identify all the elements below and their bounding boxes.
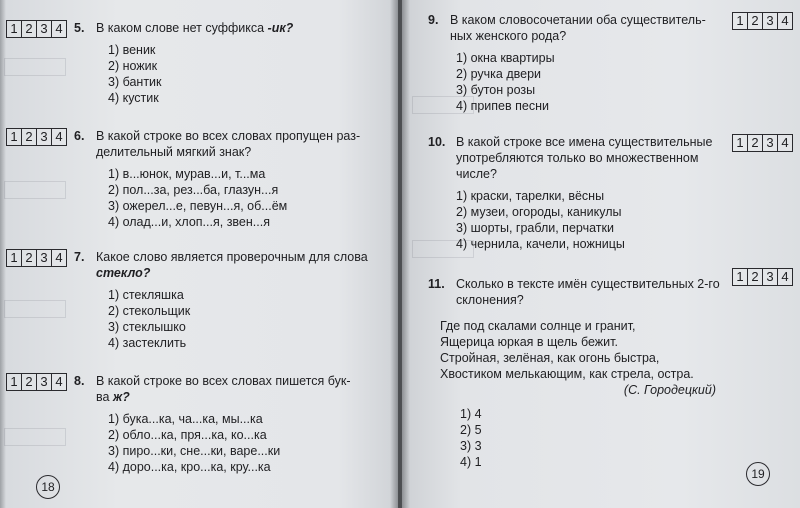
answer-cell-1[interactable]: 1 (6, 249, 22, 267)
option: 4) припев песни (456, 99, 549, 113)
question-11 (428, 276, 728, 308)
poem-excerpt (440, 318, 716, 398)
stem-line: В каком словосочетании оба существитель- (450, 13, 706, 27)
show-through-box (4, 428, 66, 446)
question-stem (456, 134, 728, 182)
poem-line: Где под скалами солнце и гранит, (440, 319, 636, 333)
answer-cell-3[interactable]: 3 (762, 12, 778, 30)
question-number: 10. (428, 135, 446, 149)
stem-keyword: ж? (112, 390, 130, 404)
answer-box-q9[interactable] (732, 12, 793, 30)
option-list (108, 411, 384, 475)
option: 3) бантик (108, 75, 162, 89)
option: 1) бука...ка, ча...ка, мы...ка (108, 412, 263, 426)
poem-author: (С. Городецкий) (623, 383, 716, 397)
answer-cell-3[interactable]: 3 (36, 128, 52, 146)
answer-cell-4[interactable]: 4 (777, 268, 793, 286)
stem-keyword: -ик? (267, 21, 294, 35)
answer-box-q11[interactable] (732, 268, 793, 286)
answer-cell-3[interactable]: 3 (762, 134, 778, 152)
stem-line: ных женского рода? (450, 29, 567, 43)
stem-line: В какой строке все имена существительные (456, 135, 713, 149)
show-through-box (4, 181, 66, 199)
option-list (456, 188, 728, 252)
option: 2) обло...ка, пря...ка, ко...ка (108, 428, 267, 442)
option: 3) 3 (460, 439, 482, 453)
question-stem (96, 373, 384, 405)
poem-line: Ящерица юркая в щель бежит. (440, 335, 618, 349)
question-6 (74, 128, 384, 230)
question-9 (428, 12, 728, 114)
stem-line: употребляются только во множественном (456, 151, 699, 165)
stem-text: В каком слове нет суффикса (96, 21, 268, 35)
show-through-box (4, 58, 66, 76)
question-stem (96, 128, 384, 160)
option: 2) стекольщик (108, 304, 191, 318)
option: 1) 4 (460, 407, 482, 421)
option: 2) 5 (460, 423, 482, 437)
answer-cell-4[interactable]: 4 (51, 373, 67, 391)
left-page (0, 0, 398, 508)
option: 1) стекляшка (108, 288, 184, 302)
answer-cell-2[interactable]: 2 (21, 373, 37, 391)
question-number: 5. (74, 21, 85, 35)
stem-line: В какой строке во всех словах пишется бук- (96, 374, 351, 388)
answer-cell-1[interactable]: 1 (6, 128, 22, 146)
question-number: 8. (74, 374, 85, 388)
option: 4) 1 (460, 455, 482, 469)
answer-cell-4[interactable]: 4 (51, 20, 67, 38)
answer-cell-2[interactable]: 2 (747, 268, 763, 286)
question-5 (74, 20, 384, 106)
option: 4) чернила, качели, ножницы (456, 237, 625, 251)
answer-cell-2[interactable]: 2 (21, 20, 37, 38)
poem-line: Стройная, зелёная, как огонь быстра, (440, 351, 660, 365)
answer-box-q10[interactable] (732, 134, 793, 152)
option: 1) окна квартиры (456, 51, 555, 65)
stem-line: числе? (456, 167, 497, 181)
answer-cell-4[interactable]: 4 (777, 134, 793, 152)
option: 1) краски, тарелки, вёсны (456, 189, 605, 203)
answer-box-q6[interactable] (6, 128, 67, 146)
question-number: 11. (428, 277, 445, 291)
question-stem (456, 276, 728, 308)
option: 3) пиро...ки, сне...ки, варе...ки (108, 444, 281, 458)
answer-cell-2[interactable]: 2 (21, 128, 37, 146)
question-stem (96, 249, 384, 281)
option-list (108, 42, 384, 106)
stem-line: В какой строке во всех словах пропущен раз- (96, 129, 361, 143)
option-list (108, 287, 384, 351)
page-number-right: 19 (746, 462, 770, 486)
stem-line: Сколько в тексте имён существительных 2-го (456, 277, 720, 291)
question-stem (450, 12, 728, 44)
answer-cell-1[interactable]: 1 (732, 268, 748, 286)
option: 2) музеи, огороды, каникулы (456, 205, 622, 219)
question-number: 7. (74, 250, 85, 264)
answer-cell-2[interactable]: 2 (747, 134, 763, 152)
answer-cell-1[interactable]: 1 (732, 134, 748, 152)
option: 1) веник (108, 43, 156, 57)
answer-cell-1[interactable]: 1 (6, 373, 22, 391)
option: 3) стеклышко (108, 320, 186, 334)
option: 2) пол...за, рез...ба, глазун...я (108, 183, 279, 197)
answer-cell-3[interactable]: 3 (36, 373, 52, 391)
answer-cell-4[interactable]: 4 (51, 249, 67, 267)
option: 4) доро...ка, кро...ка, кру...ка (108, 460, 271, 474)
question-number: 9. (428, 13, 439, 27)
option: 2) ножик (108, 59, 158, 73)
answer-cell-3[interactable]: 3 (762, 268, 778, 286)
answer-cell-4[interactable]: 4 (51, 128, 67, 146)
answer-box-q5[interactable] (6, 20, 67, 38)
answer-box-q7[interactable] (6, 249, 67, 267)
show-through-box (4, 300, 66, 318)
page-number-left: 18 (36, 475, 60, 499)
stem-line: Какое слово является проверочным для слова (96, 250, 368, 264)
option: 3) шорты, грабли, перчатки (456, 221, 614, 235)
stem-keyword: стекло? (96, 266, 151, 280)
option: 3) бутон розы (456, 83, 536, 97)
answer-cell-2[interactable]: 2 (21, 249, 37, 267)
option: 3) ожерел...е, певун...я, об...ём (108, 199, 288, 213)
right-page (402, 0, 800, 508)
question-8 (74, 373, 384, 475)
stem-text: ва (96, 390, 113, 404)
answer-cell-3[interactable]: 3 (36, 20, 52, 38)
option: 2) ручка двери (456, 67, 542, 81)
option-list (108, 166, 384, 230)
option: 4) застеклить (108, 336, 187, 350)
answer-cell-4[interactable]: 4 (777, 12, 793, 30)
answer-cell-2[interactable]: 2 (747, 12, 763, 30)
question-7 (74, 249, 384, 351)
question-stem (96, 20, 384, 36)
stem-line (96, 389, 384, 405)
option-list (456, 50, 728, 114)
option: 1) в...юнок, мурав...и, т...ма (108, 167, 266, 181)
stem-line: склонения? (456, 293, 524, 307)
poem-line: Хвостиком мелькающим, как стрела, остра. (440, 367, 694, 381)
answer-box-q8[interactable] (6, 373, 67, 391)
answer-cell-1[interactable]: 1 (6, 20, 22, 38)
option: 4) олад...и, хлоп...я, звен...я (108, 215, 270, 229)
option: 4) кустик (108, 91, 159, 105)
answer-cell-3[interactable]: 3 (36, 249, 52, 267)
book-gutter (390, 0, 410, 508)
option-list-q11 (460, 406, 482, 470)
question-number: 6. (74, 129, 85, 143)
answer-cell-1[interactable]: 1 (732, 12, 748, 30)
question-10 (428, 134, 728, 252)
stem-line: делительный мягкий знак? (96, 145, 252, 159)
